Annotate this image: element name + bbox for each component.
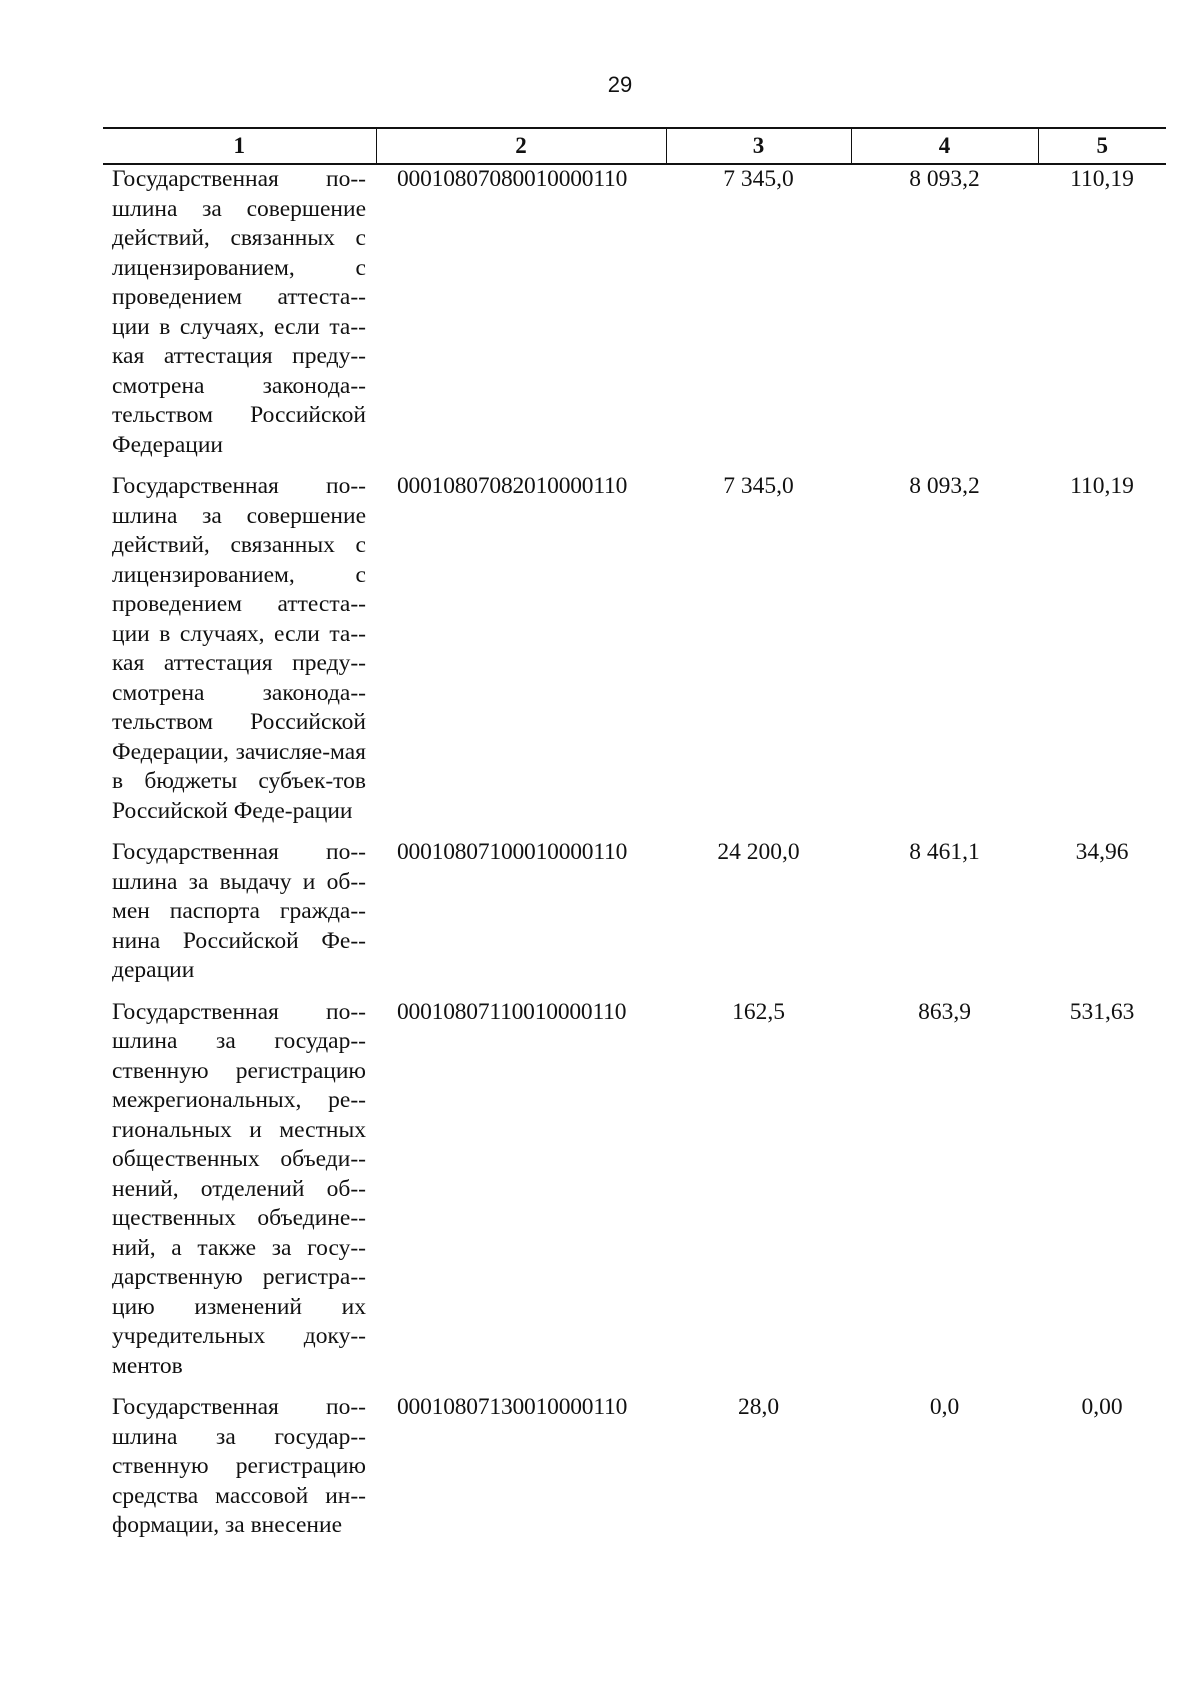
column-header-3: 3 [666,128,851,164]
row-percent-cell: 110,19 [1070,473,1134,499]
row-code-cell: 00010807080010000110 [397,166,628,192]
row-name-cell: Государственная по-шлина за совершение действий, связанных с лицензированием, с проведением аттеста-ции в случаях, если та-кая аттестация преду-смотрена законода-тельством Российской Федерации [112,166,366,458]
table-row [103,164,1166,472]
row-name-cell: Государственная по-шлина за совершение действий, связанных с лицензированием, с проведением аттеста-ции в случаях, если та-кая аттестация преду-смотрена законода-тельством Российской Федерации, зачисляе-мая в бюджеты субъек-тов Российской Феде-рации [112,473,366,824]
row-percent-cell: 34,96 [1075,839,1129,865]
column-header-2: 2 [376,128,666,164]
page-number: 29 [607,72,633,97]
column-header-1: 1 [103,128,376,164]
row-name-cell: Государственная по-шлина за государ-ственную регистрацию средства массовой ин-формации, за внесение [112,1394,366,1538]
row-percent-cell: 110,19 [1070,166,1134,192]
table-row [103,838,1166,998]
row-name-cell: Государственная по-шлина за выдачу и об-мен паспорта гражда-нина Российской Фе-дерации [112,839,366,983]
table-header-row [103,128,1166,164]
row-actual-cell: 8 093,2 [909,473,980,499]
table-row [103,998,1166,1394]
row-name-cell: Государственная по-шлина за государ-ственную регистрацию межрегиональных, ре-гиональных и местных общественных объеди-нений, отделений об-щественных объедине-ний, а также за госу-дарственную регистра-цию изменений их учредительных доку-ментов [112,998,366,1379]
row-code-cell: 00010807100010000110 [397,839,628,865]
row-plan-cell: 162,5 [732,998,785,1025]
row-code-cell: 00010807130010000110 [397,1394,628,1420]
row-plan-cell: 7 345,0 [723,166,794,192]
row-actual-cell: 0,0 [929,1394,960,1420]
row-code-cell: 00010807110010000110 [397,998,627,1025]
budget-table [103,127,1166,1553]
row-percent-cell: 531,63 [1069,998,1135,1025]
budget-table-container [103,127,1166,1553]
row-plan-cell: 28,0 [737,1394,780,1420]
row-plan-cell: 24 200,0 [717,839,800,865]
row-code-cell: 00010807082010000110 [397,473,628,499]
table-row [103,472,1166,838]
column-header-5: 5 [1038,128,1166,164]
row-actual-cell: 8 093,2 [909,166,980,192]
row-percent-cell: 0,00 [1081,1394,1123,1420]
column-header-4: 4 [851,128,1038,164]
row-actual-cell: 8 461,1 [909,839,980,865]
row-plan-cell: 7 345,0 [723,473,794,499]
row-actual-cell: 863,9 [918,998,971,1025]
table-row [103,1393,1166,1553]
